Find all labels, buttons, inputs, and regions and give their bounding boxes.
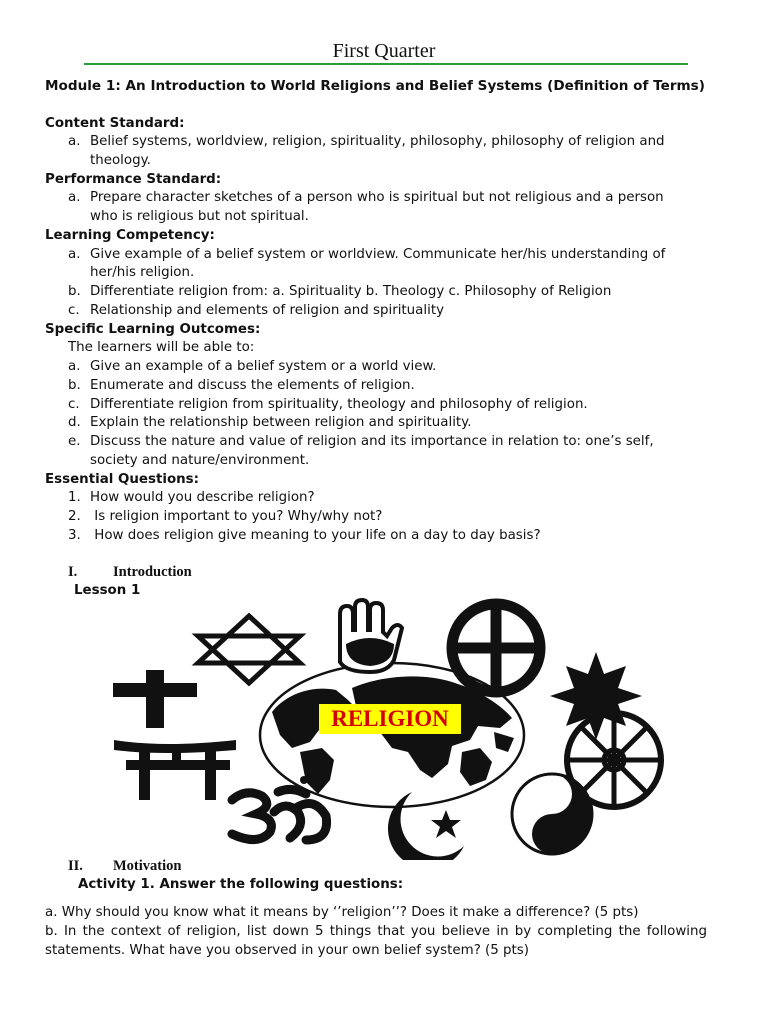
- section-2-numeral: II.: [68, 858, 83, 874]
- list-item-cont: her/his religion.: [90, 265, 195, 280]
- list-item: 2. Is religion important to you? Why/why not?: [68, 509, 383, 524]
- list-item: b. Differentiate religion from: a. Spirituality b. Theology c. Philosophy of Religion: [68, 284, 612, 299]
- globe-icon: [260, 663, 524, 807]
- module-title: Module 1: An Introduction to World Religions and Belief Systems (Definition of Terms): [45, 78, 705, 94]
- list-item: c. Relationship and elements of religion and spirituality: [68, 303, 444, 318]
- yin-yang-icon: [512, 774, 592, 854]
- activity-label: Activity 1. Answer the following questions:: [78, 877, 404, 892]
- sun-cross-icon: [452, 604, 540, 692]
- religion-label: RELIGION: [331, 706, 449, 731]
- performance-standard-heading: Performance Standard:: [45, 172, 222, 187]
- content-standard-item-cont: theology.: [90, 153, 151, 168]
- performance-standard-item-cont: who is religious but not spiritual.: [90, 209, 309, 224]
- list-item: d. Explain the relationship between religion and spirituality.: [68, 415, 472, 430]
- essential-questions-heading: Essential Questions:: [45, 472, 199, 487]
- star-of-david-icon: [198, 616, 300, 683]
- list-item-cont: society and nature/environment.: [90, 453, 310, 468]
- star-icon: [550, 652, 642, 740]
- list-item: b. Enumerate and discuss the elements of religion.: [68, 378, 415, 393]
- list-item: e. Discuss the nature and value of religion and its importance in relation to: one’s self,: [68, 434, 654, 449]
- page-title: First Quarter: [332, 40, 436, 62]
- question-item: a. Why should you know what it means by ‘’religion’’? Does it make a difference? (5 pts): [45, 905, 639, 920]
- list-item: 1. How would you describe religion?: [68, 490, 315, 505]
- section-2-title: Motivation: [113, 858, 182, 874]
- content-standard-item: a. Belief systems, worldview, religion, spirituality, philosophy, philosophy of religion and: [68, 134, 665, 149]
- learning-competency-heading: Learning Competency:: [45, 228, 215, 243]
- specific-outcomes-heading: Specific Learning Outcomes:: [45, 322, 261, 337]
- religion-symbols-figure: [0, 590, 768, 860]
- content-standard-heading: Content Standard:: [45, 116, 185, 131]
- specific-outcomes-intro: The learners will be able to:: [68, 340, 255, 355]
- latin-cross-icon: [113, 670, 197, 728]
- list-item: c. Differentiate religion from spirituality, theology and philosophy of religion.: [68, 397, 588, 412]
- list-item: a. Give an example of a belief system or a world view.: [68, 359, 437, 374]
- question-item: b. In the context of religion, list down 5 things that you believe in by completing the following statements. What have you observed in your own belief system? (5 pts): [45, 924, 707, 958]
- hamsa-icon: [340, 600, 402, 672]
- list-item: 3. How does religion give meaning to your life on a day to day basis?: [68, 528, 541, 543]
- section-1-numeral: I.: [68, 564, 78, 580]
- list-item: a. Give example of a belief system or worldview. Communicate her/his understanding of: [68, 247, 666, 262]
- torii-gate-icon: [114, 740, 236, 800]
- section-1-title: Introduction: [113, 564, 192, 580]
- performance-standard-item: a. Prepare character sketches of a person who is spiritual but not religious and a person: [68, 190, 664, 205]
- title-divider: [84, 63, 688, 65]
- lesson-label: Lesson 1: [74, 583, 141, 598]
